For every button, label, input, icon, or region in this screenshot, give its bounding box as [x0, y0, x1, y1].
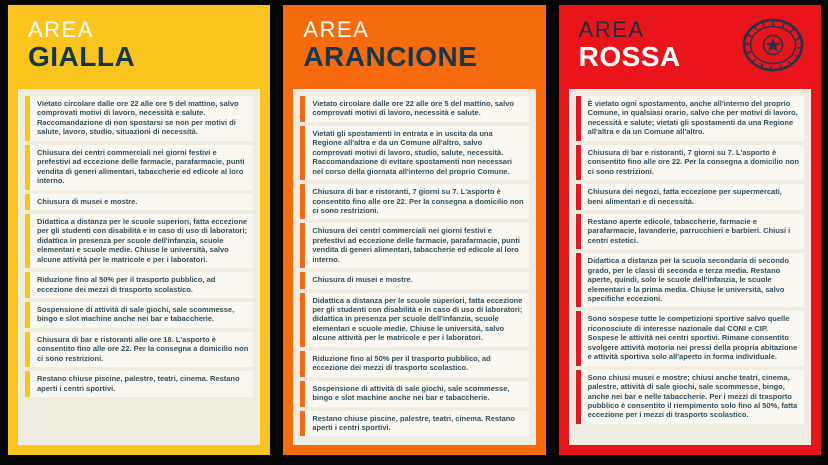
restriction-text: Didattica a distanza per le scuole superiori, fatta eccezione per gli studenti con disabilità e in caso di uso di laboratori; didattica in presenza per scuole dell'infanzia, scuole elementari e scuole medie. Chiuse le università, salvo alcune attività per le matricole e per i laboratori. [312, 295, 523, 343]
area-name-arancione: ARANCIONE [303, 41, 478, 73]
area-name-gialla: GIALLA [28, 41, 136, 73]
restriction-text: Sono chiusi musei e mostre; chiusi anche teatri, cinema, palestre, attività di sale giochi, sale scommesse, bingo, anche nei bar e nelle tabaccherie. Per i mezzi di trasporto pubblico è consentito il riempimento solo fino al 50%, fatta eccezione per i mezzi di trasporto scolastico. [587, 372, 798, 420]
restriction-item [300, 381, 528, 407]
restriction-item [576, 184, 804, 210]
restriction-text: Chiusura di musei e mostre. [312, 275, 413, 285]
restriction-text: Chiusura di bar e ristoranti, 7 giorni su 7. L'asporto è consentito fino alle ore 22. Per la consegna a domicilio non ci sono restrizioni. [312, 187, 524, 215]
restriction-item [300, 411, 528, 437]
restriction-text: Sospensione di attività di sale giochi, sale scommesse, bingo e slot machine anche nei bar e tabaccherie. [37, 305, 235, 324]
restriction-text: Chiusura dei centri commerciali nei giorni festivi e prefestivi ad eccezione delle farmacie, parafarmacie, punti vendita di generi alimentari, tabaccherie ed edicole al loro interno. [312, 226, 520, 264]
restriction-item [576, 311, 804, 365]
restriction-text: Restano chiuse piscine, palestre, teatri, cinema. Restano aperti i centri sportivi. [37, 374, 240, 393]
restriction-item [25, 302, 253, 328]
restriction-item [576, 214, 804, 249]
restriction-text: Sospensione di attività di sale giochi, sale scommesse, bingo e slot machine anche nei bar e tabaccherie. [312, 383, 510, 403]
restriction-text: Restano aperte edicole, tabaccherie, farmacie e parafarmacie, lavanderie, parrucchieri e barbieri. Chiusi i centri estetici. [587, 216, 791, 245]
area-label: AREA [303, 17, 370, 42]
restriction-item [300, 96, 528, 122]
restriction-item [576, 145, 804, 180]
restriction-item [25, 194, 253, 210]
restriction-item [25, 332, 253, 367]
restriction-item [25, 272, 253, 298]
restriction-item [576, 253, 804, 307]
restriction-item [300, 293, 528, 347]
restriction-text: Chiusura di bar e ristoranti alle ore 18. L'asporto è consentito fino alle ore 22. Per la consegna a domicilio non ci sono restrizioni. [37, 334, 249, 363]
restriction-item [300, 351, 528, 377]
restriction-item [576, 370, 804, 424]
area-label: AREA [28, 17, 94, 42]
panel-area-gialla [8, 5, 270, 455]
presidenza-consiglio-seal-icon [741, 17, 805, 73]
panel-area-arancione [283, 5, 545, 455]
restriction-item [25, 96, 253, 141]
restriction-item [300, 126, 528, 180]
restriction-text: Didattica a distanza per la scuola secondaria di secondo grado, per le classi di seconda e terza media. Restano aperte, quindi, solo le scuole dell'infanzia, le scuole elementari e la prima media. Chiuse le università, salvo specifiche eccezioni. [587, 256, 789, 303]
restriction-item [25, 145, 253, 190]
restriction-text: Sono sospese tutte le competizioni sportive salvo quelle riconosciute di interesse nazionale dal CONI e CIP. Sospese le attività nei centri sportivi. Rimane consentito svolgere attività motoria nei pressi della propria abitazione e attività sportiva solo all'aperto in forma individuale. [587, 314, 798, 362]
restriction-text: Vietato circolare dalle ore 22 alle ore 5 del mattino, salvo comprovati motivi di lavoro, necessità e salute. Raccomandazione di non spostarsi se non per motivi di salute, lavoro, studio, situazioni di necessità. [37, 99, 239, 137]
restriction-text: È vietato ogni spostamento, anche all'interno del proprio Comune, in qualsiasi orario, salvo che per motivi di lavoro, necessità e salute; vietati gli spostamenti da una Regione all'altra e da un Comune all'altro. [587, 99, 798, 137]
restriction-item [300, 223, 528, 268]
restriction-text: Riduzione fino al 50% per il trasporto pubblico, ad eccezione dei mezzi di trasporto scolastico. [37, 275, 216, 294]
restriction-item [576, 96, 804, 141]
panel-header-arancione [283, 5, 545, 89]
restriction-text: Chiusura di bar e ristoranti, 7 giorni su 7. L'asporto è consentito fino alle ore 22. Per la consegna a domicilio non ci sono restrizioni. [587, 147, 799, 176]
restriction-text: Restano chiuse piscine, palestre, teatri, cinema. Restano aperti i centri sportivi. [312, 413, 515, 432]
panel-header-rossa [559, 5, 821, 89]
panel-header-gialla [8, 5, 270, 89]
restriction-text: Riduzione fino al 50% per il trasporto pubblico, ad eccezione dei mezzi di trasporto scolastico. [312, 353, 491, 373]
restriction-text: Vietati gli spostamenti in entrata e in uscita da una Regione all'altra e da un Comune all'altro, salvo comprovati motivi di lavoro, studio, salute, necessità. Raccomandazione di evitare spostamenti non necessari nel corso della giornata all'interno del proprio Comune. [312, 128, 512, 176]
panel-area-rossa [559, 5, 821, 455]
restrictions-list-gialla [18, 89, 260, 445]
restriction-item [300, 272, 528, 288]
restriction-item [300, 184, 528, 219]
area-label: AREA [578, 17, 645, 42]
restriction-text: Chiusura dei centri commerciali nei giorni festivi e prefestivi ad eccezione delle farmacie, parafarmacie, punti vendita di generi alimentari, tabaccherie ed edicole al loro interno. [37, 147, 245, 186]
restriction-text: Didattica a distanza per le scuole superiori, fatta eccezione per gli studenti con disabilità e in caso di uso di laboratori; didattica in presenza per scuole dell'infanzia, scuole elementari e scuole medie. Chiuse le università, salvo alcune attività per le matricole e per i laboratori. [37, 216, 248, 264]
restriction-item [25, 371, 253, 397]
restriction-item [25, 214, 253, 268]
restriction-text: Chiusura di musei e mostre. [37, 196, 138, 206]
area-name-rossa: ROSSA [578, 41, 681, 73]
restriction-text: Chiusura dei negozi, fatta eccezione per supermercati, beni alimentari e di necessità. [587, 187, 782, 206]
restrictions-list-rossa [569, 89, 811, 445]
restriction-text: Vietato circolare dalle ore 22 alle ore 5 del mattino, salvo comprovati motivi di lavoro, necessità e salute. [312, 99, 514, 118]
restrictions-list-arancione [293, 89, 535, 445]
